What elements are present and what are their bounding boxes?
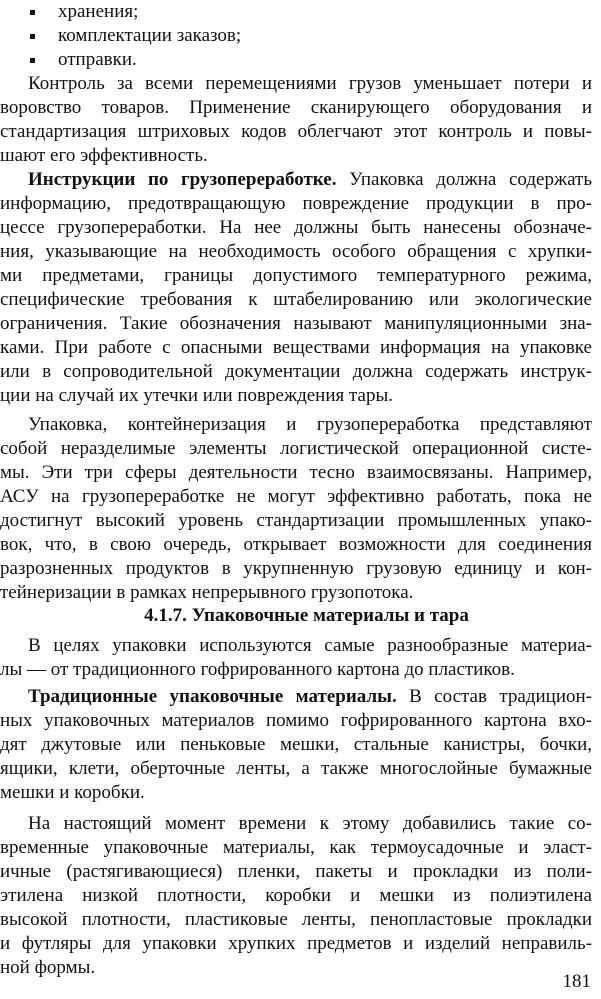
text-line: вок, что, в свою очередь, открывает возможности для соединения bbox=[0, 534, 592, 555]
text-line: ных упаковочных материалов помимо гофрированного картона вхо- bbox=[0, 710, 592, 731]
text-line: тейнеризации в рамках непрерывного грузопотока. bbox=[0, 582, 414, 603]
text-line: АСУ на грузопереработке не могут эффективно работать, пока не bbox=[0, 486, 592, 507]
text-line: мы. Эти три сферы деятельности тесно взаимосвязаны. Например, bbox=[0, 462, 592, 483]
text-line: высокой плотности, пластиковые ленты, пенопластовые прокладки bbox=[0, 909, 592, 930]
text-line: лы — от традиционного гофрированного картона до пластиков. bbox=[0, 659, 515, 680]
text-line: временные упаковочные материалы, как термоусадочные и эласт- bbox=[0, 837, 592, 858]
bullet-icon bbox=[30, 34, 35, 39]
text-line: ния, указывающие на необходимость особого обращения с хрупки- bbox=[0, 241, 592, 262]
text-line: ограничения. Такие обозначения называют манипуляционными зна- bbox=[0, 313, 592, 334]
text-line: разрозненных продуктов в укрупненную грузовую единицу и кон- bbox=[0, 558, 592, 579]
bullet-icon bbox=[30, 10, 35, 15]
text-line: собой неразделимые элементы логистической операционной систе- bbox=[0, 438, 592, 459]
text-line: цессе грузопереработки. На нее должны быть нанесены обозначе- bbox=[0, 217, 592, 238]
page-number: 181 bbox=[562, 971, 591, 992]
text-line: мешки и коробки. bbox=[0, 782, 145, 803]
text-line: информацию, предотвращающую повреждение продукции в про- bbox=[0, 193, 592, 214]
paragraph-lead: Инструкции по грузопереработке. bbox=[28, 169, 337, 190]
text-line: или в сопроводительной документации должна содержать инструк- bbox=[0, 361, 592, 382]
text-line: ной формы. bbox=[0, 957, 96, 978]
text-line: и футляры для упаковки хрупких предметов и изделий неправиль- bbox=[0, 933, 592, 954]
text-line: В целях упаковки используются самые разнообразные материа- bbox=[28, 635, 592, 656]
text-line: На настоящий момент времени к этому добавились такие со- bbox=[28, 813, 592, 834]
text-line: ции на случай их утечки или повреждения тары. bbox=[0, 385, 393, 406]
text-line: ками. При работе с опасными веществами информация на упаковке bbox=[0, 337, 592, 358]
text-line: ми предметами, границы допустимого температурного режима, bbox=[0, 265, 592, 286]
text-line: Традиционные упаковочные материалы. В состав традицион- bbox=[28, 686, 593, 707]
text-line: Упаковка, контейнеризация и грузопереработка представляют bbox=[28, 414, 592, 435]
text-line: достигнут высокий уровень стандартизации промышленных упако- bbox=[0, 510, 592, 531]
text-line: воровство товаров. Применение сканирующего оборудования и bbox=[0, 97, 592, 118]
bullet-icon bbox=[30, 58, 35, 63]
text-line: Контроль за всеми перемещениями грузов уменьшает потери и bbox=[28, 73, 592, 94]
section-heading: 4.1.7. Упаковочные материалы и тара bbox=[144, 605, 469, 626]
paragraph-lead: Традиционные упаковочные материалы. bbox=[28, 686, 397, 707]
text-line: дят джутовые или пеньковые мешки, стальные канистры, бочки, bbox=[0, 734, 592, 755]
text-line: стандартизация штриховых кодов облегчают этот контроль и повы- bbox=[0, 121, 592, 142]
text-line: ящики, клети, оберточные ленты, а также многослойные бумажные bbox=[0, 758, 592, 779]
text-line: Инструкции по грузопереработке. Упаковка должна содержать bbox=[28, 169, 593, 190]
book-page: хранения; комплектации заказов; отправки. Контроль за всеми перемещениями грузов уменьшает потери и воровство товаров. Применение сканирующего оборудования и стандартизация штриховых кодов облегчают этот контроль и повы- шают его эффективность. Инструкции по грузопереработке. Упаковка должна содержать информацию, предотвращающую повреждение продукции в про- цессе грузопереработки. На нее должны быть нанесены обозначе- ния, указывающие на необходимость особого обращения с хрупки- ми предметами, границы допустимого температурного режима, специфические требования к штабелированию или экологические ограничения. Такие обозначения называют манипуляционными зна- ками. При работе с опасными веществами информация на упаковке или в сопроводительной документации должна содержать инструк- ции на случай их утечки или повреждения тары. Упаковка, контейнеризация и грузопереработка представляют собой неразделимые элементы логистической операционной систе- мы. Эти три сферы деятельности тесно взаимосвязаны. Например, АСУ на грузопереработке не могут эффективно работать, пока не достигнут высокий уровень стандартизации промышленных упако- вок, что, в свою очередь, открывает возможности для соединения разрозненных продуктов в укрупненную грузовую единицу и кон- тейнеризации в рамках непрерывного грузопотока. 4.1.7. Упаковочные материалы и тара В целях упаковки используются самые разнообразные материа- лы — от традиционного гофрированного картона до пластиков. Традиционные упаковочные материалы. В состав традицион- ных упаковочных материалов помимо гофрированного картона вхо- дят джутовые или пеньковые мешки, стальные канистры, бочки, ящики, клети, оберточные ленты, а также многослойные бумажные мешки и коробки. На настоящий момент времени к этому добавились такие со- временные упаковочные материалы, как термоусадочные и эласт- ичные (растягивающиеся) пленки, пакеты и прокладки из поли- этилена низкой плотности, коробки и мешки из полиэтилена высокой плотности, пластиковые ленты, пенопластовые прокладки и футляры для упаковки хрупких предметов и изделий неправиль- ной формы. 181 bbox=[0, 0, 601, 999]
text-line: специфические требования к штабелированию или экологические bbox=[0, 289, 592, 310]
text-line: ичные (растягивающиеся) пленки, пакеты и прокладки из поли- bbox=[0, 861, 592, 882]
text-line: этилена низкой плотности, коробки и мешки из полиэтилена bbox=[0, 885, 592, 906]
text-line: шают его эффективность. bbox=[0, 145, 208, 166]
